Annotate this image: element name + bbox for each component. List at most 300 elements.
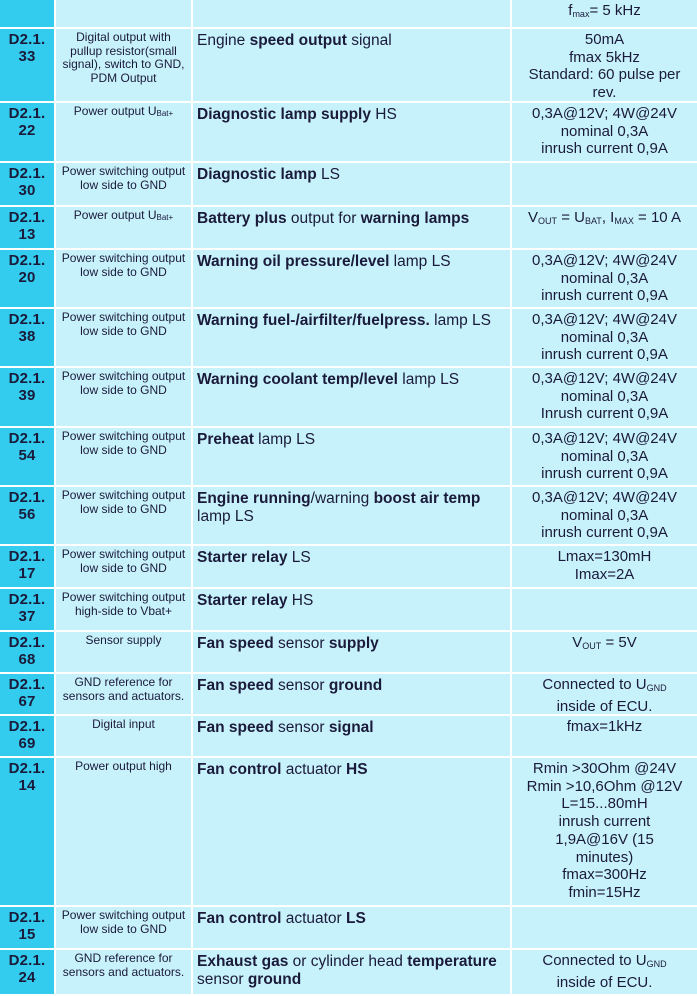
- text-segment: low side to GND: [80, 177, 167, 192]
- text-segment: V: [572, 634, 583, 651]
- description-bold-text: signal: [328, 719, 374, 736]
- text-segment: GND reference for: [74, 675, 173, 689]
- text-segment: Power switching output: [61, 547, 186, 561]
- description-text: output for: [286, 210, 361, 227]
- text-line: [512, 209, 697, 231]
- pin-id-cell: [0, 29, 56, 103]
- text-line: [512, 2, 697, 24]
- description-text: /warning: [310, 490, 374, 507]
- text-line: [512, 49, 697, 67]
- text-line: [512, 430, 697, 448]
- text-line: [56, 384, 191, 398]
- text-line: [56, 325, 191, 339]
- description-bold-text: LS: [346, 910, 366, 927]
- pin-description-cell: [193, 207, 512, 250]
- pin-id-cell: [0, 309, 56, 368]
- description-text: lamp LS: [389, 253, 451, 270]
- pin-spec-cell: [512, 632, 697, 674]
- pin-id: 20: [18, 269, 36, 286]
- subscript: OUT: [582, 641, 602, 651]
- text-line: [56, 952, 191, 966]
- pin-id: D2.1.: [8, 489, 46, 506]
- subscript: GND: [646, 683, 667, 693]
- text-line: [512, 448, 697, 466]
- text-line: [56, 311, 191, 325]
- text-segment: low side to GND: [80, 323, 167, 338]
- description-text: sensor: [273, 635, 329, 652]
- pin-spec-cell: [512, 0, 697, 29]
- description-bold-text: Battery plus: [197, 210, 287, 227]
- pin-type-cell: [56, 428, 193, 487]
- pin-id-cell: [0, 674, 56, 716]
- pin-spec-cell: [512, 674, 697, 716]
- pin-description-cell: [193, 546, 512, 589]
- text-segment: pullup resistor(small: [70, 43, 177, 58]
- table-row: [0, 0, 697, 29]
- description-bold-text: Fan speed: [197, 635, 274, 652]
- description-bold-text: Fan speed: [197, 677, 274, 694]
- pin-type-cell: [56, 546, 193, 589]
- pin-id-cell: [0, 546, 56, 589]
- pin-description-cell: [193, 758, 512, 907]
- pin-id: D2.1.: [8, 105, 46, 122]
- text-line: [56, 209, 191, 225]
- pin-id-cell: [0, 632, 56, 674]
- pin-id: 69: [18, 735, 36, 752]
- text-segment: inside of ECU.: [556, 973, 653, 991]
- text-line: [512, 105, 697, 123]
- text-segment: = 10 A: [633, 209, 681, 226]
- pin-id: D2.1.: [8, 370, 46, 387]
- text-line: [512, 974, 697, 992]
- table-row: [0, 758, 697, 907]
- description-bold-text: Warning coolant temp/level: [197, 371, 398, 388]
- text-segment: 0,3A@12V; 4W@24V: [532, 311, 677, 328]
- text-segment: Connected to U: [542, 952, 647, 969]
- pin-id: 33: [18, 48, 36, 65]
- text-line: [56, 634, 191, 648]
- text-line: [56, 718, 191, 732]
- text-line: [56, 676, 191, 690]
- text-line: [56, 966, 191, 980]
- text-line: [512, 507, 697, 525]
- text-segment: Digital input: [92, 717, 155, 731]
- pin-type-cell: [56, 716, 193, 758]
- text-segment: inrush current 0,9A: [541, 524, 668, 542]
- description-text: lamp LS: [397, 371, 460, 388]
- description-bold-text: ground: [247, 971, 302, 988]
- pin-id: D2.1.: [8, 252, 46, 269]
- pin-id: 54: [18, 447, 36, 464]
- pin-type-cell: [56, 632, 193, 674]
- text-segment: = 5V: [601, 634, 637, 651]
- text-line: [56, 252, 191, 266]
- text-segment: Power switching output: [61, 310, 186, 324]
- description-bold-text: boost air temp: [373, 490, 481, 507]
- text-line: [56, 58, 191, 72]
- text-line: [512, 778, 697, 796]
- pin-spec-cell: [512, 103, 697, 163]
- pin-id: 30: [18, 182, 36, 199]
- description-text: lamp LS: [253, 431, 316, 448]
- text-segment: 50mA: [584, 31, 625, 48]
- text-line: [512, 465, 697, 483]
- text-line: [512, 287, 697, 305]
- text-line: [56, 370, 191, 384]
- description-bold-text: Diagnostic lamp: [197, 166, 317, 183]
- text-line: [512, 813, 697, 831]
- table-row: [0, 716, 697, 758]
- pin-id-cell: [0, 950, 56, 996]
- table-row: [0, 250, 697, 309]
- pin-id: 15: [18, 926, 36, 943]
- description-bold-text: Fan control: [197, 761, 282, 778]
- pin-id: 68: [18, 651, 36, 668]
- pin-description-cell: [193, 907, 512, 950]
- pin-id: 37: [18, 608, 36, 625]
- text-line: [512, 140, 697, 158]
- description-bold-text: Starter relay: [197, 592, 288, 609]
- pin-spec-cell: [512, 716, 697, 758]
- pin-id: D2.1.: [8, 311, 46, 328]
- pin-type-cell: [56, 250, 193, 309]
- text-line: [56, 45, 191, 59]
- text-line: [512, 311, 697, 329]
- pin-description-cell: [193, 716, 512, 758]
- pin-spec-cell: [512, 428, 697, 487]
- description-bold-text: Diagnostic lamp supply: [197, 106, 371, 123]
- description-bold-text: Preheat: [197, 431, 254, 448]
- pin-description-cell: [193, 163, 512, 207]
- text-line: [56, 760, 191, 774]
- text-segment: Power switching output: [61, 429, 186, 443]
- text-segment: 0,3A@12V; 4W@24V: [532, 252, 677, 269]
- text-segment: 0,3A@12V; 4W@24V: [532, 489, 677, 506]
- pin-description-cell: [193, 950, 512, 996]
- pin-description-cell: [193, 589, 512, 632]
- pin-id: 13: [18, 226, 36, 243]
- text-segment: low side to GND: [80, 442, 167, 457]
- pin-id: 17: [18, 565, 36, 582]
- text-segment: Lmax=130mH: [557, 548, 652, 565]
- text-segment: PDM Output: [90, 70, 157, 85]
- text-segment: inrush current: [558, 813, 651, 831]
- pin-spec-cell: [512, 546, 697, 589]
- pin-id-cell: [0, 103, 56, 163]
- pin-description-cell: [193, 0, 512, 29]
- text-segment: nominal 0,3A: [560, 328, 649, 346]
- pin-description-cell: [193, 632, 512, 674]
- text-line: [512, 329, 697, 347]
- pin-id: 39: [18, 387, 36, 404]
- description-text: signal: [346, 32, 392, 49]
- pin-id-cell: [0, 163, 56, 207]
- table-row: [0, 907, 697, 950]
- text-line: [512, 566, 697, 584]
- pin-id-cell: [0, 207, 56, 250]
- table-row: [0, 428, 697, 487]
- pin-type-cell: [56, 368, 193, 428]
- pin-type-cell: [56, 163, 193, 207]
- text-segment: minutes): [575, 848, 634, 866]
- table-row: [0, 368, 697, 428]
- description-text: actuator: [281, 761, 347, 778]
- pin-id: D2.1.: [8, 952, 46, 969]
- pin-id-cell: [0, 716, 56, 758]
- text-segment: GND reference for: [74, 951, 173, 965]
- text-line: [512, 489, 697, 507]
- text-line: [56, 503, 191, 517]
- text-segment: inrush current 0,9A: [541, 465, 668, 483]
- pin-spec-cell: [512, 309, 697, 368]
- description-text: HS: [370, 106, 397, 123]
- pin-spec-cell: [512, 907, 697, 950]
- pin-type-cell: [56, 29, 193, 103]
- text-line: [56, 562, 191, 576]
- text-line: [512, 952, 697, 974]
- text-segment: high-side to Vbat+: [74, 603, 173, 618]
- pin-spec-cell: [512, 29, 697, 103]
- text-segment: = U: [557, 209, 585, 226]
- text-segment: Power switching output: [61, 369, 186, 383]
- text-segment: Power switching output: [61, 251, 186, 265]
- text-line: [56, 105, 191, 121]
- pin-spec-cell: [512, 589, 697, 632]
- text-segment: Power output U: [73, 208, 157, 222]
- description-bold-text: supply: [328, 635, 379, 652]
- pin-id-cell: [0, 589, 56, 632]
- description-bold-text: temperature: [407, 953, 497, 970]
- pin-spec-cell: [512, 950, 697, 996]
- description-text: Engine: [197, 32, 250, 49]
- pin-spec-cell: [512, 250, 697, 309]
- text-line: [512, 831, 697, 849]
- text-line: [56, 909, 191, 923]
- pin-id-cell: [0, 758, 56, 907]
- text-segment: nominal 0,3A: [560, 506, 649, 524]
- subscript: max: [572, 9, 590, 19]
- subscript: OUT: [538, 216, 558, 226]
- text-segment: Rmin >30Ohm @24V: [532, 760, 677, 777]
- pin-spec-cell: [512, 758, 697, 907]
- description-text: HS: [287, 592, 314, 609]
- description-text: sensor: [273, 719, 329, 736]
- subscript: GND: [646, 959, 667, 969]
- text-segment: nominal 0,3A: [560, 447, 649, 465]
- description-bold-text: Starter relay: [197, 549, 288, 566]
- text-line: [512, 884, 697, 902]
- text-segment: inside of ECU.: [556, 697, 653, 715]
- table-row: [0, 674, 697, 716]
- text-line: [56, 605, 191, 619]
- description-bold-text: Fan speed: [197, 719, 274, 736]
- subscript: Bat+: [156, 213, 174, 222]
- pin-spec-cell: [512, 368, 697, 428]
- pin-description-cell: [193, 428, 512, 487]
- text-line: [512, 388, 697, 406]
- pin-id: 14: [18, 777, 36, 794]
- text-segment: V: [528, 209, 539, 226]
- pin-id: 24: [18, 969, 36, 986]
- text-line: [56, 266, 191, 280]
- text-segment: Power output high: [75, 759, 172, 773]
- subscript: BAT: [584, 216, 602, 226]
- text-segment: L=15...80mH: [561, 795, 648, 813]
- pin-description-cell: [193, 29, 512, 103]
- text-segment: Sensor supply: [85, 633, 162, 647]
- pin-id: D2.1.: [8, 760, 46, 777]
- text-line: [512, 252, 697, 270]
- text-segment: low side to GND: [80, 560, 167, 575]
- pin-id: D2.1.: [8, 591, 46, 608]
- description-bold-text: Exhaust gas: [197, 953, 289, 970]
- pin-type-cell: [56, 589, 193, 632]
- description-bold-text: ground: [328, 677, 383, 694]
- subscript: Bat+: [156, 109, 174, 118]
- text-segment: inrush current 0,9A: [541, 287, 668, 305]
- pin-description-cell: [193, 368, 512, 428]
- text-line: [512, 698, 697, 716]
- description-bold-text: HS: [346, 761, 368, 778]
- pin-id: D2.1.: [8, 676, 46, 693]
- table-row: [0, 309, 697, 368]
- text-line: [512, 346, 697, 364]
- text-line: [512, 524, 697, 542]
- pin-id-cell: [0, 368, 56, 428]
- pin-type-cell: [56, 907, 193, 950]
- table-row: [0, 589, 697, 632]
- text-line: [512, 123, 697, 141]
- pin-spec-cell: [512, 163, 697, 207]
- pin-type-cell: [56, 103, 193, 163]
- text-segment: low side to GND: [80, 501, 167, 516]
- text-segment: fmax=300Hz: [562, 866, 647, 884]
- description-bold-text: Engine running: [197, 490, 311, 507]
- text-line: [56, 179, 191, 193]
- text-segment: rev.: [592, 84, 617, 102]
- text-segment: Power output U: [73, 104, 157, 118]
- pin-type-cell: [56, 207, 193, 250]
- text-line: [56, 489, 191, 503]
- text-line: [512, 718, 697, 736]
- text-segment: 0,3A@12V; 4W@24V: [532, 370, 677, 387]
- text-segment: 0,3A@12V; 4W@24V: [532, 430, 677, 447]
- text-segment: fmax=1kHz: [566, 718, 643, 735]
- description-text: lamp LS: [429, 312, 491, 329]
- pin-id: 67: [18, 693, 36, 710]
- table-row: [0, 632, 697, 674]
- text-line: [512, 84, 697, 102]
- text-line: [512, 31, 697, 49]
- text-segment: nominal 0,3A: [560, 387, 649, 405]
- text-segment: nominal 0,3A: [560, 122, 649, 140]
- subscript: MAX: [614, 216, 634, 226]
- text-line: [512, 849, 697, 867]
- description-text: LS: [316, 166, 340, 183]
- text-segment: Power switching output: [61, 908, 186, 922]
- description-text: sensor: [273, 677, 329, 694]
- text-line: [512, 66, 697, 84]
- text-line: [56, 72, 191, 86]
- text-line: [512, 370, 697, 388]
- text-segment: low side to GND: [80, 921, 167, 936]
- description-text: lamp LS: [197, 508, 254, 525]
- text-line: [56, 591, 191, 605]
- pin-id-cell: [0, 250, 56, 309]
- text-line: [512, 548, 697, 566]
- pin-id: 38: [18, 328, 36, 345]
- text-line: [56, 923, 191, 937]
- pin-id: D2.1.: [8, 209, 46, 226]
- text-segment: Power switching output: [61, 488, 186, 502]
- text-segment: low side to GND: [80, 264, 167, 279]
- text-segment: f: [568, 2, 573, 19]
- pin-id: 56: [18, 506, 36, 523]
- text-segment: sensors and actuators.: [62, 964, 185, 979]
- pin-description-cell: [193, 250, 512, 309]
- text-line: [56, 31, 191, 45]
- pin-type-cell: [56, 309, 193, 368]
- text-segment: Digital output with: [76, 30, 171, 44]
- pin-type-cell: [56, 487, 193, 546]
- text-segment: Standard: 60 pulse per: [528, 66, 681, 84]
- text-segment: Connected to U: [542, 676, 647, 693]
- text-line: [56, 444, 191, 458]
- table-row: [0, 950, 697, 996]
- table-row: [0, 29, 697, 103]
- pin-id-cell: [0, 428, 56, 487]
- pin-id: D2.1.: [8, 548, 46, 565]
- pin-id-cell: [0, 907, 56, 950]
- pin-id: D2.1.: [8, 634, 46, 651]
- pin-description-cell: [193, 309, 512, 368]
- pin-type-cell: [56, 758, 193, 907]
- table-row: [0, 207, 697, 250]
- pin-id-cell: [0, 487, 56, 546]
- pin-id: D2.1.: [8, 909, 46, 926]
- text-segment: sensors and actuators.: [62, 688, 185, 703]
- description-bold-text: Warning oil pressure/level: [197, 253, 390, 270]
- pin-id: D2.1.: [8, 430, 46, 447]
- description-bold-text: Warning fuel-/airfilter/fuelpress.: [197, 312, 430, 329]
- pin-description-cell: [193, 674, 512, 716]
- text-segment: fmax 5kHz: [569, 48, 640, 66]
- pin-type-cell: [56, 674, 193, 716]
- text-line: [512, 795, 697, 813]
- text-segment: fmin=15Hz: [568, 883, 641, 901]
- text-segment: inrush current 0,9A: [541, 346, 668, 364]
- text-segment: low side to GND: [80, 382, 167, 397]
- description-text: sensor: [197, 971, 248, 988]
- description-text: actuator: [281, 910, 347, 927]
- pin-type-cell: [56, 950, 193, 996]
- description-bold-text: Fan control: [197, 910, 282, 927]
- text-line: [56, 430, 191, 444]
- text-segment: 0,3A@12V; 4W@24V: [532, 105, 677, 122]
- text-segment: 1,9A@16V (15: [555, 830, 654, 848]
- description-text: or cylinder head: [288, 953, 408, 970]
- table-row: [0, 163, 697, 207]
- text-segment: = 5 kHz: [589, 2, 641, 19]
- text-line: [56, 548, 191, 562]
- pin-id: D2.1.: [8, 718, 46, 735]
- pin-id-cell: [0, 0, 56, 29]
- text-segment: Inrush current 0,9A: [540, 405, 669, 423]
- text-segment: Power switching output: [61, 164, 186, 178]
- text-line: [512, 866, 697, 884]
- pin-description-cell: [193, 103, 512, 163]
- pin-type-cell: [56, 0, 193, 29]
